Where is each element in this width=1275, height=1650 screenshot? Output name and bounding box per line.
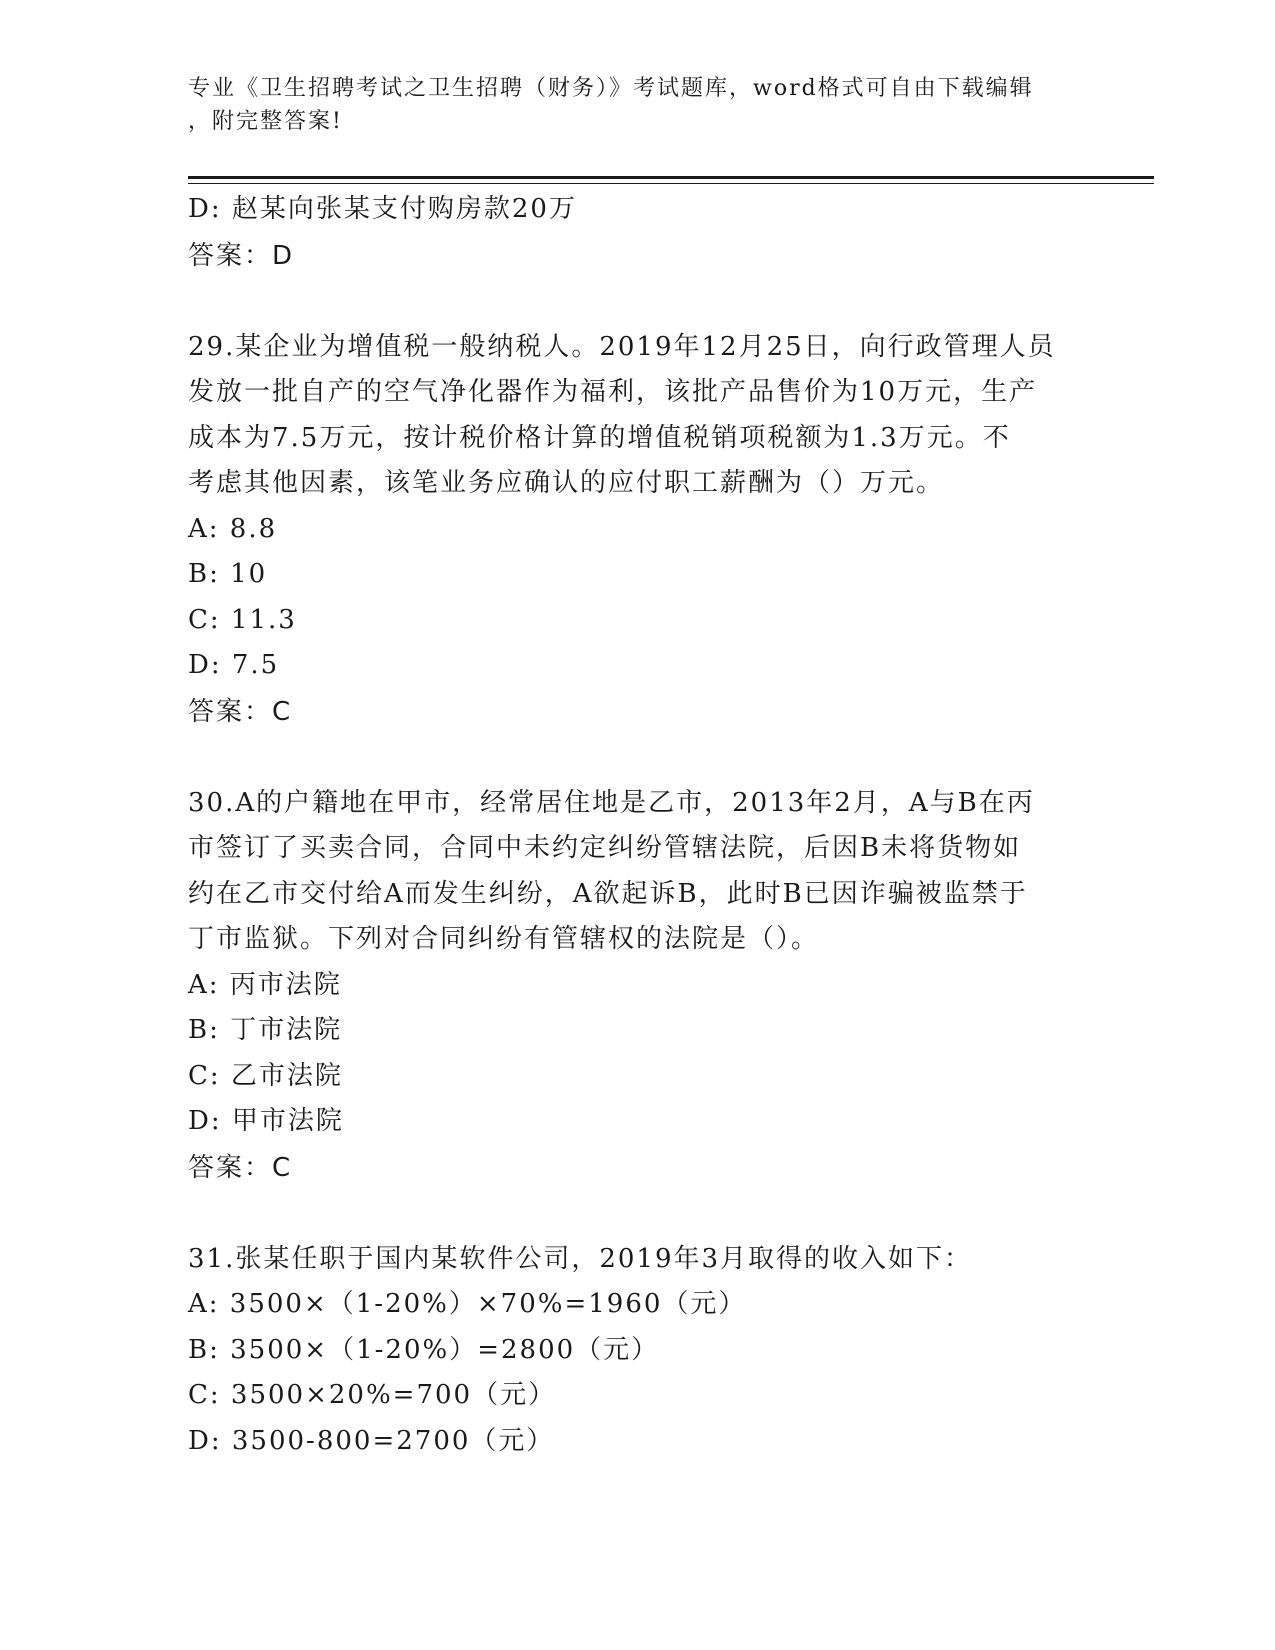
question-text-line: 29.某企业为增值税一般纳税人。2019年12月25日，向行政管理人员 xyxy=(188,331,1056,362)
option-a: A: 丙市法院 xyxy=(188,969,342,1000)
option-b: B: 10 xyxy=(188,559,268,589)
question-text-line: 丁市监狱。下列对合同纠纷有管辖权的法院是（）。 xyxy=(188,924,820,954)
question-29 xyxy=(188,325,1088,735)
option-d: D: 甲市法院 xyxy=(188,1106,344,1136)
answer-line: 答案：D xyxy=(188,240,295,271)
header-line-2: ，附完整答案! xyxy=(188,109,343,134)
question-gap xyxy=(188,1191,1088,1237)
option-b: B: 3500×（1-20%）=2800（元） xyxy=(188,1334,660,1365)
answer-line: 答案：C xyxy=(188,696,293,727)
option-c: C: 3500×20%=700（元） xyxy=(188,1380,557,1410)
option-a: A: 8.8 xyxy=(188,513,278,544)
question-text xyxy=(188,325,1088,507)
option-d: D: 7.5 xyxy=(188,650,280,680)
question-text-line: 发放一批自产的空气净化器作为福利，该批产品售价为10万元，生产 xyxy=(188,377,1038,407)
option-a: A: 3500×（1-20%）×70%=1960（元） xyxy=(188,1289,747,1319)
question-text-line: 约在乙市交付给A而发生纠纷，A欲起诉B，此时B已因诈骗被监禁于 xyxy=(188,878,1028,909)
option-c: C: 11.3 xyxy=(188,604,297,635)
question-text-line: 30.A的户籍地在甲市，经常居住地是乙市，2013年2月，A与B在丙 xyxy=(188,787,1035,818)
question-text xyxy=(188,1237,1088,1283)
question-text-line: 考虑其他因素，该笔业务应确认的应付职工薪酬为（）万元。 xyxy=(188,468,945,498)
question-gap xyxy=(188,279,1088,325)
question-31 xyxy=(188,1237,1088,1465)
answer-line: 答案：C xyxy=(188,1152,293,1183)
question-30 xyxy=(188,781,1088,1191)
question-text-line: 市签订了买卖合同，合同中未约定纠纷管辖法院，后因B未将货物如 xyxy=(188,833,1022,863)
question-list xyxy=(188,187,1088,1464)
header-rule-thin xyxy=(188,183,1154,184)
header-line-1: 专业《卫生招聘考试之卫生招聘（财务）》考试题库，word格式可自由下载编辑 xyxy=(188,76,1034,101)
previous-question-tail xyxy=(188,187,1088,279)
option-d: D: 3500-800=2700（元） xyxy=(188,1425,555,1456)
question-text xyxy=(188,781,1088,963)
option-d: D: 赵某向张某支付购房款20万 xyxy=(188,194,577,224)
option-c: C: 乙市法院 xyxy=(188,1060,343,1091)
document-header xyxy=(188,72,1088,138)
question-text-line: 31.张某任职于国内某软件公司，2019年3月取得的收入如下： xyxy=(188,1243,973,1274)
option-b: B: 丁市法院 xyxy=(188,1015,343,1045)
question-text-line: 成本为7.5万元，按计税价格计算的增值税销项税额为1.3万元。不 xyxy=(188,422,1011,453)
header-rule-thick xyxy=(188,176,1154,179)
question-gap xyxy=(188,735,1088,781)
